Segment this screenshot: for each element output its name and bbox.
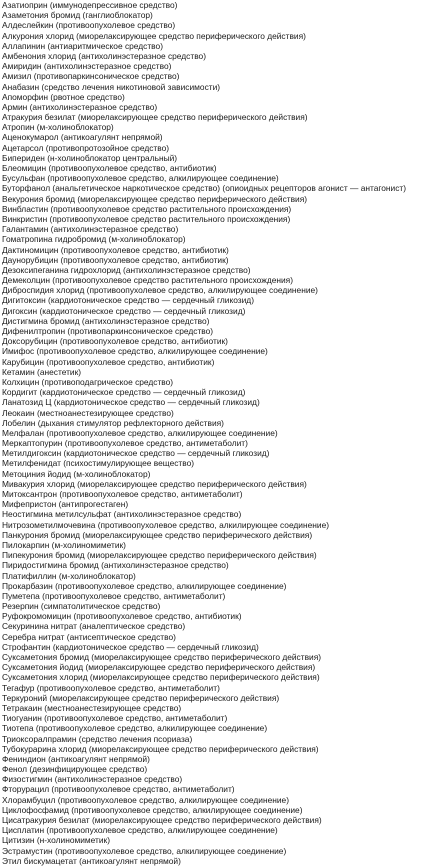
drug-list-entry: Кордигит (кардиотоническое средство — сердечный гликозид)	[2, 387, 246, 398]
drug-list-entry: Диброспидия хлорид (противоопухолевое средство, алкилирующее соединение)	[2, 285, 318, 296]
drug-list-entry: Аллапинин (антиаритмическое средство)	[2, 40, 163, 51]
drug-list-entry: Эстрамустин (противоопухолевое средство, алкилирующее соединение)	[2, 845, 287, 856]
drug-list-entry: Имифос (противоопухолевое средство, алкилирующее соединение)	[2, 346, 268, 357]
drug-list-entry: Суксаметония йодид (миорелаксирующее средство периферического действия)	[2, 662, 316, 673]
drug-list-entry: Лобелин (дыхания стимулятор рефлекторного действия)	[2, 417, 224, 428]
drug-list-entry: Фенол (дезинфицирующее средство)	[2, 764, 148, 775]
drug-list-entry: Триоксоралпрамин (средство лечения псориаза)	[2, 733, 193, 744]
drug-list-entry: Тетракаин (местноанестезирующее средство)	[2, 702, 182, 713]
drug-list-entry: Дигитоксин (кардиотоническое средство — сердечный гликозид)	[2, 295, 254, 306]
drug-list-entry: Прокарбазин (противоопухолевое средство, алкилирующее соединение)	[2, 580, 287, 591]
drug-list-entry: Бусульфан (противоопухолевое средство, алкилирующее соединение)	[2, 173, 279, 184]
drug-list-entry: Цисплатин (противоопухолевое средство, алкилирующее соединение)	[2, 825, 278, 836]
drug-list-entry: Дезоксипеганина гидрохлорид (антихолинэстеразное средство)	[2, 264, 251, 275]
drug-list-entry: Строфантин (кардиотоническое средство — сердечный гликозид)	[2, 641, 259, 652]
drug-list-entry: Секуринина нитрат (аналептическое средство)	[2, 621, 186, 632]
drug-list-entry: Кетамин (анестетик)	[2, 366, 82, 377]
drug-list-entry: Неостигмина метилсульфат (антихолинэстеразное средство)	[2, 509, 242, 520]
drug-list-entry: Метоциния йодид (м-холиноблокатор)	[2, 468, 151, 479]
drug-list-entry: Блеомицин (противоопухолевое средство, антибиотик)	[2, 163, 217, 173]
drug-list-entry: Ланатозид Ц (кардиотоническое средство — сердечный гликозид)	[2, 397, 260, 408]
drug-list-entry: Тегафур (противоопухолевое средство, антиметаболит)	[2, 682, 220, 693]
drug-list-entry: Бипериден (н-холиноблокатор центральный)	[2, 152, 178, 163]
drug-list-entry: Руфокромомицин (противоопухолевое средство, антибиотик)	[2, 611, 242, 622]
drug-list-entry: Дигоксин (кардиотоническое средство — сердечный гликозид)	[2, 305, 246, 316]
drug-list-entry: Леокаин (местноанестезирующее средство)	[2, 407, 174, 418]
drug-list-entry: Серебра нитрат (антисептическое средство)	[2, 631, 176, 642]
drug-list-entry: Цитизин (н-холиномиметик)	[2, 835, 111, 846]
drug-list-entry: Фениндион (антикоагулянт непрямой)	[2, 753, 150, 764]
drug-list-entry: Фторурацил (противоопухолевое средство, антиметаболит)	[2, 784, 235, 795]
drug-list-entry: Резерпин (симпатолитическое средство)	[2, 601, 161, 612]
drug-list-entry: Дактиномицин (противоопухолевое средство, антибиотик)	[2, 244, 229, 255]
drug-list-entry: Метилфенидат (психостимулирующее вещество)	[2, 458, 195, 469]
drug-list-entry: Атракурия безилат (миорелаксирующее средство периферического действия)	[2, 112, 308, 123]
drug-list-entry: Пуметепа (противоопухолевое средство, антиметаболит)	[2, 590, 226, 601]
drug-list-entry: Дифенилтропин (противопаркинсоническое средство)	[2, 326, 214, 336]
drug-list-entry: Винбластин (противоопухолевое средство растительного происхождения)	[2, 203, 292, 214]
drug-list-entry: Амизил (противопаркинсоническое средство)	[2, 71, 180, 82]
drug-list-entry: Мифепристон (антипрогестаген)	[2, 499, 129, 510]
drug-list-entry: Атропин (м-холиноблокатор)	[2, 122, 114, 133]
drug-list-entry: Метилдигоксин (кардиотоническое средство — сердечный гликозид)	[2, 448, 270, 459]
drug-list-entry: Ацетарсол (противопротозойное средство)	[2, 142, 170, 153]
drug-list-entry: Колхицин (противоподагрическое средство)	[2, 376, 174, 387]
drug-list-entry: Армин (антихолинэстеразное средство)	[2, 101, 158, 112]
drug-list-entry: Алкурония хлорид (миорелаксирующее средство периферического действия)	[2, 30, 306, 41]
drug-list-entry: Амбенония хлорид (антихолинэстеразное средство)	[2, 50, 206, 61]
drug-list-entry: Тиогуанин (противоопухолевое средство, антиметаболит)	[2, 713, 228, 724]
drug-list-entry: Пилокарпин (м-холиномиметик)	[2, 539, 126, 550]
drug-list-entry: Нитрозометилмочевина (противоопухолевое средство, алкилирующее соединение)	[2, 519, 330, 530]
drug-list-entry: Азатиоприн (иммунодепрессивное средство)	[2, 0, 178, 10]
drug-list-entry: Этил бискумацетат (антикоагулянт непрямой)	[2, 855, 181, 866]
drug-list-entry: Галантамин (антихолинэстеразное средство)	[2, 224, 179, 235]
drug-list-entry: Алдеслейкин (противоопухолевое средство)	[2, 20, 176, 31]
drug-list-entry: Амиридин (антихолинэстеразное средство)	[2, 61, 172, 72]
drug-list-entry: Панкурония бромид (миорелаксирующее средство периферического действия)	[2, 529, 313, 540]
drug-list-entry: Демеколцин (противоопухолевое средство растительного происхождения)	[2, 275, 294, 286]
drug-list-entry: Пиридостигмина бромид (антихолинэстеразное средство)	[2, 560, 229, 571]
drug-list-entry: Митоксантрон (противоопухолевое средство, антиметаболит)	[2, 489, 243, 499]
drug-list-entry: Векурония бромид (миорелаксирующее средство периферического действия)	[2, 193, 308, 204]
drug-list-entry: Даунорубицин (противоопухолевое средство, антибиотик)	[2, 254, 229, 265]
drug-list-entry: Мелфалан (противоопухолевое средство, алкилирующее соединение)	[2, 427, 278, 438]
drug-list-entry: Цисатракурия безилат (миорелаксирующее средство периферического действия)	[2, 815, 322, 825]
drug-list-entry: Физостигмин (антихолинэстеразное средство)	[2, 774, 183, 785]
drug-list-entry: Циклофосфамид (противоопухолевое средство, алкилирующее соединение)	[2, 804, 303, 815]
drug-list-entry: Винкристин (противоопухолевое средство растительного происхождения)	[2, 213, 291, 224]
drug-list-entry: Доксорубицин (противоопухолевое средство, антибиотик)	[2, 336, 228, 347]
drug-list-entry: Мивакурия хлорид (миорелаксирующее средство периферического действия)	[2, 478, 307, 489]
drug-list-entry: Меркаптопурин (противоопухолевое средство, антиметаболит)	[2, 438, 248, 449]
drug-list-entry: Дистигмина бромид (антихолинэстеразное средство)	[2, 315, 210, 326]
drug-list-entry: Хлорамбуцил (противоопухолевое средство, алкилирующее соединение)	[2, 794, 289, 805]
drug-list-entry: Карубицин (противоопухолевое средство, антибиотик)	[2, 356, 215, 367]
drug-list-entry: Пипекурония бромид (миорелаксирующее средство периферического действия)	[2, 550, 317, 561]
drug-list-entry: Суксаметония хлорид (миорелаксирующее средство периферического действия)	[2, 672, 320, 683]
drug-list-entry: Аценокумарол (антикоагулянт непрямой)	[2, 132, 163, 143]
drug-list-entry: Анабазин (средство лечения никотиновой зависимости)	[2, 81, 221, 92]
drug-list-entry: Тубокурарина хлорид (миорелаксирующее средство периферического действия)	[2, 743, 319, 754]
drug-list-entry: Суксаметония бромид (миорелаксирующее средство периферического действия)	[2, 652, 322, 662]
drug-list-entry: Буторфанол (анальгетическое наркотическое средство) (опиоидных рецепторов агонист — антагонист)	[2, 183, 407, 194]
drug-list-entry: Теркуроний (миорелаксирующее средство периферического действия)	[2, 692, 280, 703]
drug-list-entry: Азаметония бромид (ганглиоблокатор)	[2, 10, 153, 21]
drug-list-entry: Тиотепа (противоопухолевое средство, алкилирующее соединение)	[2, 723, 268, 734]
drug-list-entry: Платифиллин (м-холиноблокатор)	[2, 570, 136, 581]
drug-list-entry: Гоматропина гидробромид (м-холиноблокатор)	[2, 234, 186, 245]
drug-list-entry: Апоморфин (рвотное средство)	[2, 91, 125, 102]
